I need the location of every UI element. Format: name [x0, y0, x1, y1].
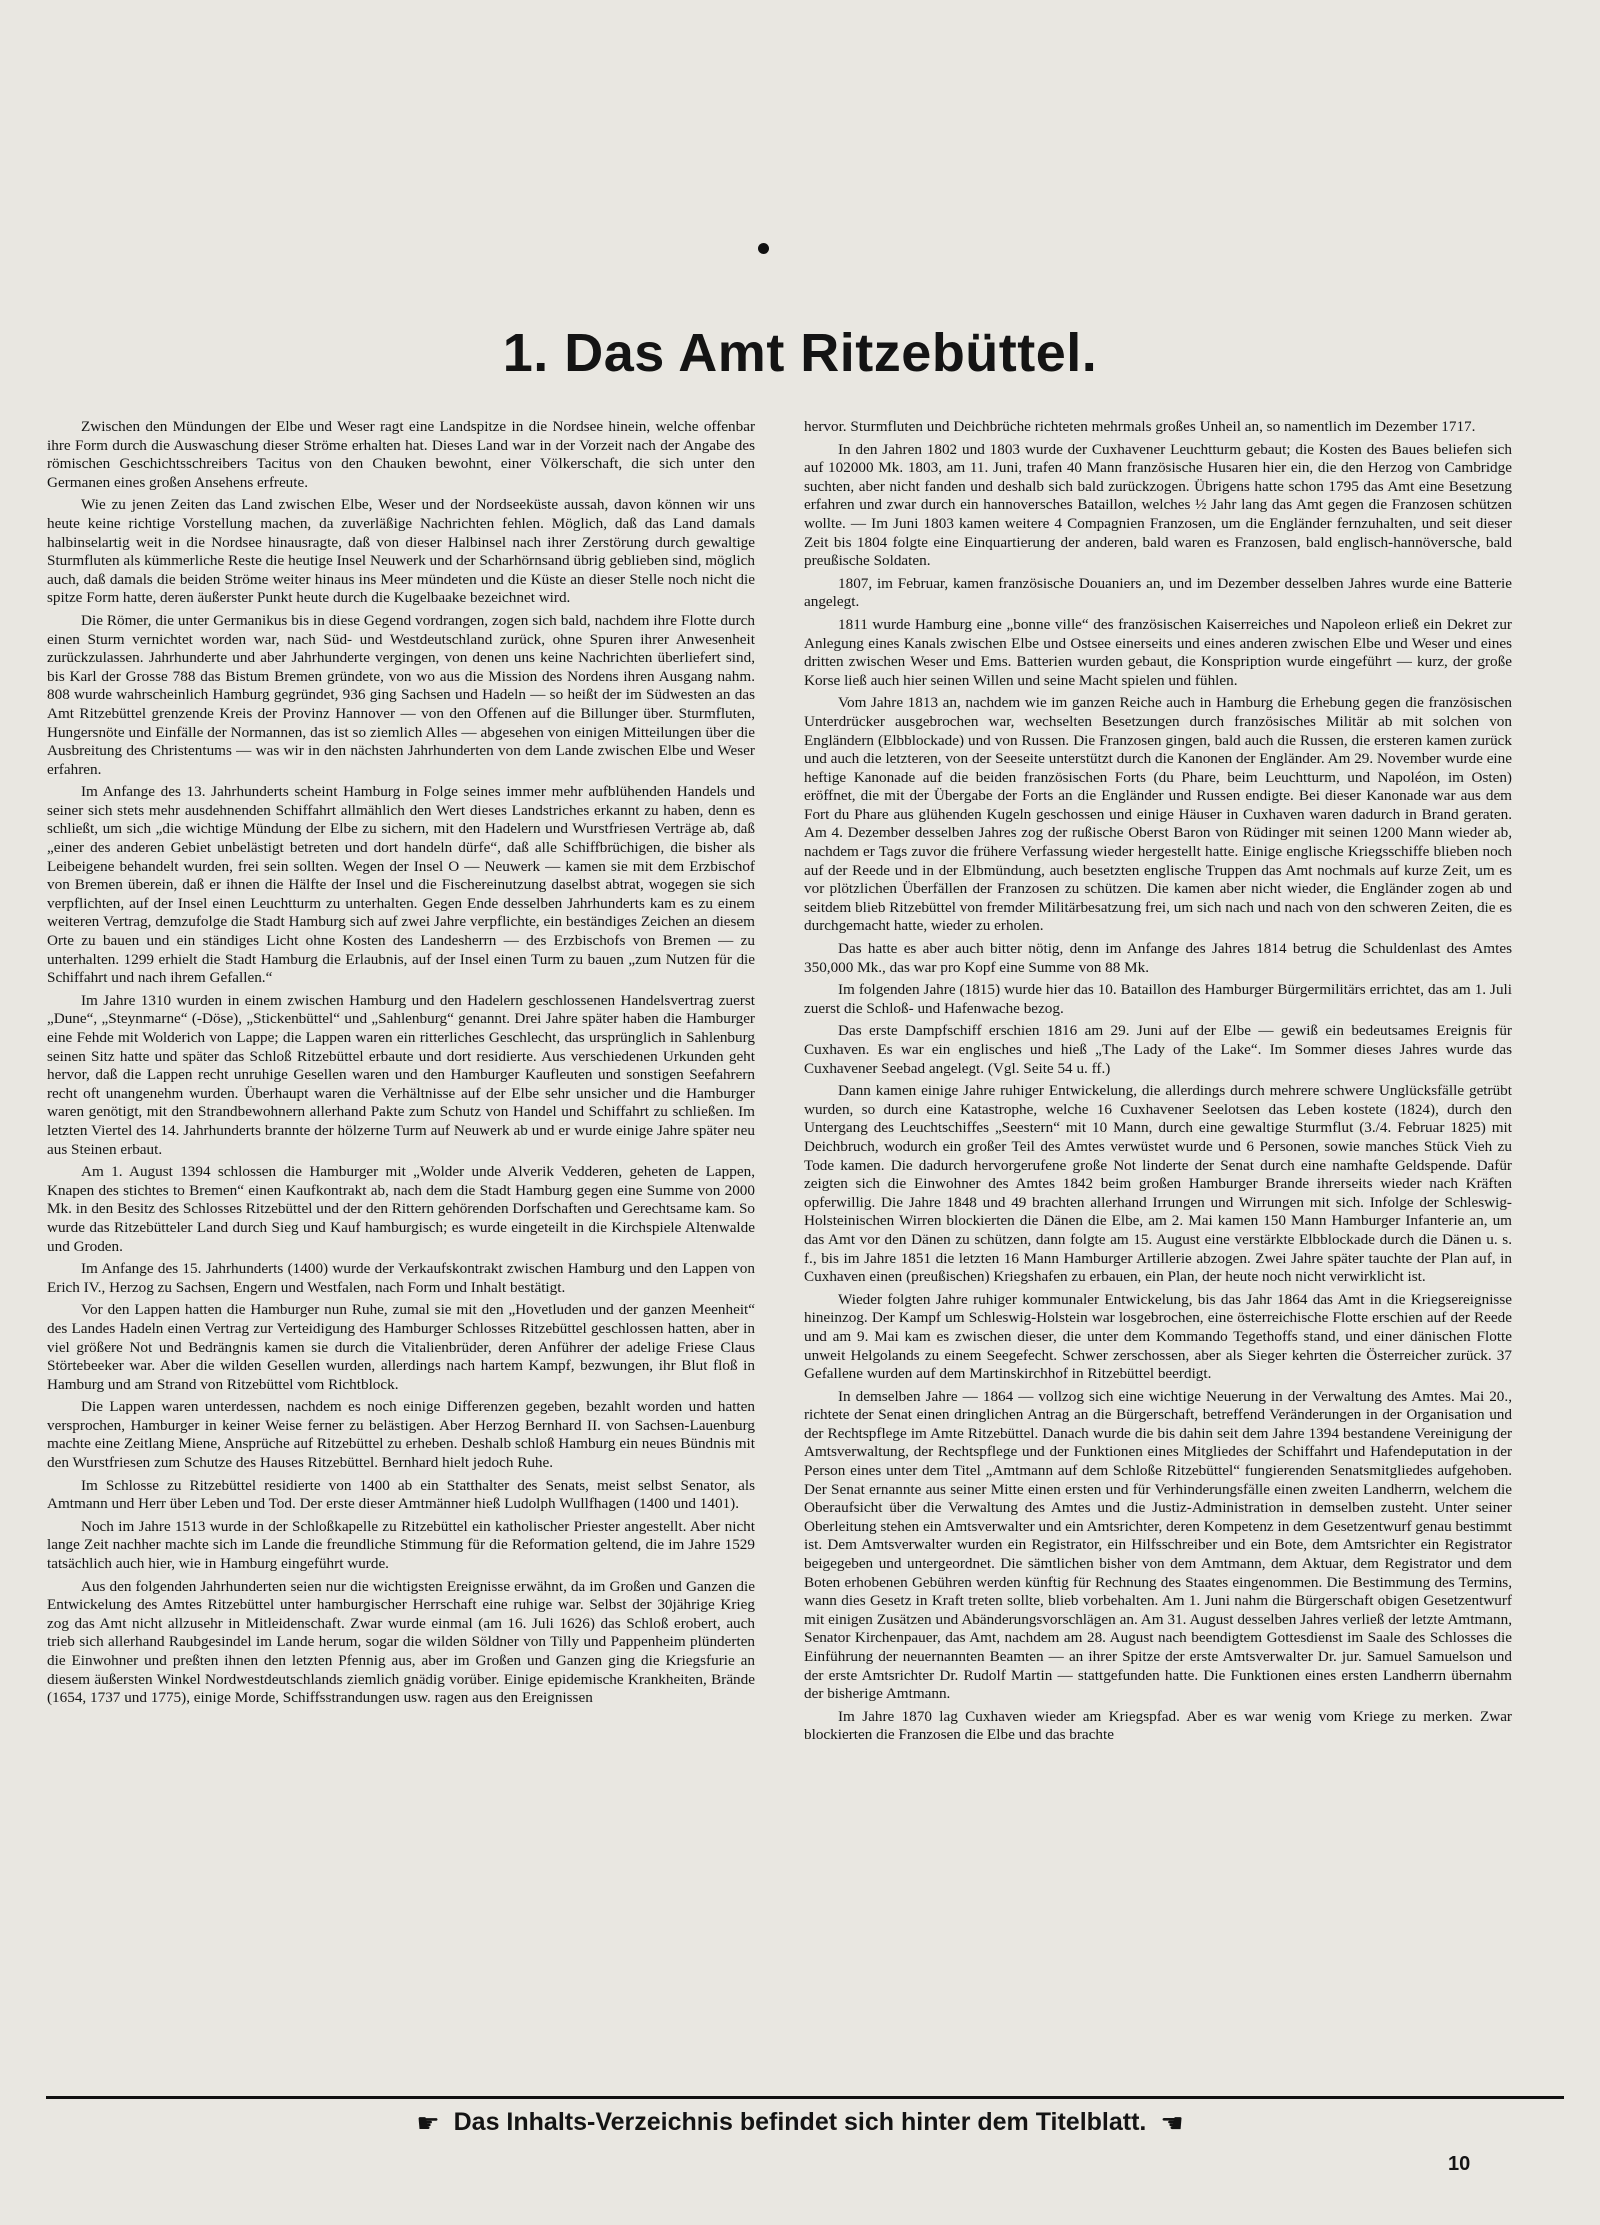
paragraph: Vom Jahre 1813 an, nachdem wie im ganzen Reiche auch in Hamburg die Erhebung gegen die französischen Unterdrücker ausgebrochen war, wechselten Besetzungen durch französisches Militär ab mit solchen von Engländern (Elbblockade) und von Russen. Die Franzosen gingen, bald auch die Russen, die ersteren kamen zurück und auch die letzteren, von der Seeseite unterstützt durch die Kanonen der Engländer. Am 29. November wurde eine heftige Kanonade auf die beiden französischen Forts (du Phare, beim Leuchtturm, und Napoléon, im Osten) eröffnet, die mit der Übergabe der Forts an die Engländer und Russen endigte. Bei dieser Kanonade war aus dem Fort du Phare aus glühenden Kugeln geschossen und einige Häuser in Cuxhaven waren dadurch in Brand geraten. Am 4. Dezember desselben Jahres zog der rußische Oberst Baron von Rüdinger mit seinen 1200 Mann wieder ab, nachdem er Tags zuvor die frühere Verfassung wieder hergestellt hatte. Einige englische Kriegsschiffe blieben noch auf der Reede und in der Elbmündung, auch besetzten englische Truppen das Amt nochmals auf kurze Zeit, um es vor plötzlichen Überfällen der Franzosen zu schützen. Die kamen aber nicht wieder, die Engländer zogen ab und seitdem blieb Ritzebüttel von fremder Militärbesatzung frei, um sich nach und nach von den schweren Zeiten, die es durchgemacht hatte, wieder zu erholen. — [804, 694, 1512, 935]
paragraph: Das hatte es aber auch bitter nötig, denn im Anfange des Jahres 1814 betrug die Schuldenlast des Amtes 350,000 Mk., das war pro Kopf eine Summe von 88 Mk. — [804, 940, 1512, 976]
footer-rule — [46, 2096, 1564, 2099]
paragraph: Im Jahre 1870 lag Cuxhaven wieder am Kriegspfad. Aber es war wenig vom Kriege zu merken. Zwar blockierten die Franzosen die Elbe und das brachte — [804, 1707, 1512, 1744]
paragraph: hervor. Sturmfluten und Deichbrüche richteten mehrmals großes Unheil an, so namentlich im Dezember 1717. — [804, 418, 1476, 435]
paragraph: Zwischen den Mündungen der Elbe und Weser ragt eine Landspitze in die Nordsee hinein, welche offenbar ihre Form durch die Auswaschung dieser Ströme erhalten hat. Dieses Land war in der Vorzeit nach der Angabe des römischen Geschichtsschreibers Tacitus von den Chauken bewohnt, einer Völkerschaft, die sich unter den Germanen eines großen Ansehens erfreute. — [47, 418, 755, 491]
paragraph: In demselben Jahre — 1864 — vollzog sich eine wichtige Neuerung in der Verwaltung des Amtes. Mai 20., richtete der Senat einen dringlichen Antrag an die Bürgerschaft, betreffend Veränderungen in der Organisation und der Rechtspflege im Amte Ritzebüttel. Danach wurde die bis dahin seit dem Jahre 1394 bestandene Vereinigung der Amtsverwaltung, der Rechtspflege und der Funktionen eines Mitgliedes der Schiffahrt und Hafendeputation in der Person eines unter dem Titel „Amtmann auf dem Schloße Ritzebüttel“ fungierenden Senatsmitgliedes aufgehoben. Der Senat ernannte aus seiner Mitte einen ersten und für Verhinderungsfälle einen zweiten Landherrn, welchem die Oberaufsicht über die Verwaltung des Amtes und die Justiz-Administration in demselben zusteht. Unter seiner Oberleitung stehen ein Amtsverwalter und ein Amtsrichter, deren Kompetenz in dem Gesetzentwurf genau bestimmt ist. Dem Amtsverwalter wurden ein Registrator, ein Hilfsschreiber und ein Bote, dem Amtsrichter ein Registrator beigegeben und untergeordnet. Die sämtlichen bisher von dem Amtmann, dem Aktuar, dem Registrator und dem Boten erhobenen Gebühren werden künftig für Rechnung des Staates eingenommen. Die Bestimmung des Termins, wann dies Gesetz in Kraft treten sollte, blieb vorbehalten. Am 1. Juni nahm die Bürgerschaft obigen Gesetzentwurf mit einigen Zusätzen und Abänderungsvorschlägen an. Am 31. August desselben Jahres verließ der letzte Amtmann, Senator Kirchenpauer, das Amt, nachdem am 28. August nach beendigtem Gottesdienst im Saale des Schlosses die Einführung der neuernannten Beamten — an ihrer Spitze der erste Amtsverwalter Dr. jur. Samuel Samuelson und der erste Amtsrichter Dr. Rudolf Martin — stattgefunden hatte. Die Funktionen eines ersten Landherrn übernahm der bisherige Amtmann. — [804, 1387, 1512, 1703]
paragraph: Wie zu jenen Zeiten das Land zwischen Elbe, Weser und der Nordseeküste aussah, davon können wir uns heute keine richtige Vorstellung machen, da zuverläßige Nachrichten fehlen. Möglich, daß das Land damals halbinselartig weit in die Nordsee hinausragte, daß von dieser Halbinsel nach ihrer Zerstörung durch gewaltige Sturmfluten als kümmerliche Reste die heutige Insel Neuwerk und der Scharhörnsand übrig geblieben sind, möglich auch, daß damals die beiden Ströme weiter hinaus ins Meer mündeten und die Küste an dieser Stelle noch nicht die spitze Form hatte, deren äußerster Punkt heute durch die Kugelbaake bezeichnet wird. — [47, 496, 755, 607]
paragraph: 1807, im Februar, kamen französische Douaniers an, und im Dezember desselben Jahres wurde eine Batterie angelegt. — [804, 574, 1512, 611]
paragraph: Noch im Jahre 1513 wurde in der Schloßkapelle zu Ritzebüttel ein katholischer Priester angestellt. Aber nicht lange Zeit nachher machte sich im Lande die freundliche Stimmung für die Reformation geltend, die im Jahre 1529 tatsächlich auch hier, wie in Hamburg eingeführt wurde. — [47, 1517, 755, 1573]
footer-notice-text: Das Inhalts-Verzeichnis befindet sich hinter dem Titelblatt. — [453, 2108, 1147, 2137]
left-column — [47, 418, 755, 1708]
paragraph: Wieder folgten Jahre ruhiger kommunaler Entwickelung, bis das Jahr 1864 das Amt in die Kriegsereignisse hineinzog. Der Kampf um Schleswig-Holstein war losgebrochen, eine österreichische Flotte erschien auf der Reede und am 9. Mai kam es zwischen dieser, die unter dem Kommando Tegethoffs stand, und einer dänischen Flotte unweit Helgolands zu einem Seegefecht. Schwer zerschossen, aber als Sieger kehrten die Österreicher zurück. 37 Gefallene wurden auf dem Martinskirchhof in Ritzebüttel beerdigt. — [804, 1290, 1512, 1383]
paragraph: Das erste Dampfschiff erschien 1816 am 29. Juni auf der Elbe — gewiß ein bedeutsames Ereignis für Cuxhaven. Es war ein englisches und hieß „The Lady of the Lake“. Im Sommer dieses Jahres wurde das Cuxhavener Seebad angelegt. (Vgl. Seite 54 u. ff.) — [804, 1022, 1512, 1077]
page-number: 10 — [1448, 2153, 1471, 2175]
pointing-hand-left-icon: ☚ — [1160, 2108, 1184, 2138]
paragraph: In den Jahren 1802 und 1803 wurde der Cuxhavener Leuchtturm gebaut; die Kosten des Baues beliefen sich auf 102000 Mk. 1803, am 11. Juni, trafen 40 Mann französische Husaren hier ein, die den Herzog von Cambridge suchten, aber nicht fanden und deshalb sich bald zurückzogen. Übrigens hatte schon 1795 das Amt eine Besetzung erfahren und zwar durch ein hannoversches Bataillon, welches ½ Jahr lang das Amt gegen die Franzosen schützen wollte. — Im Juni 1803 kamen weitere 4 Compagnien Franzosen, um die Engländer fernzuhalten, und seit dieser Zeit bis 1804 folgte eine Einquartierung der anderen, bald waren es Franzosen, bald englisch-hannöversche, bald preußische Soldaten. — [804, 440, 1512, 570]
paragraph: Im folgenden Jahre (1815) wurde hier das 10. Bataillon des Hamburger Bürgermilitärs errichtet, das am 1. Juli zuerst die Schloß- und Hafenwache bezog. — [804, 981, 1512, 1017]
right-column — [804, 418, 1512, 1745]
paragraph: 1811 wurde Hamburg eine „bonne ville“ des französischen Kaiserreiches und Napoleon erließ ein Dekret zur Anlegung eines Kanals zwischen Elbe und Ostsee einerseits und eines anderen zwischen Elbe und Weser und eines dritten zwischen Weser und Ems. Batterien wurden gebaut, die Konspription wurde eingeführt — kurz, der große Korse ließ auch hier seinen Willen und seine Macht spielen und fühlen. — [804, 615, 1512, 689]
page-title: 1. Das Amt Ritzebüttel. — [502, 323, 1098, 383]
paragraph: Vor den Lappen hatten die Hamburger nun Ruhe, zumal sie mit den „Hovetluden und der ganzen Meenheit“ des Landes Hadeln einen Vertrag zur Verteidigung des Hamburger Schlosses Ritzebüttel geschlossen hatten, aber in viel größere Not und Bedrängnis kamen sie durch die Vitalienbrüder, deren Anführer der adelige Friese Claus Störtebeeker war. Aber die wilden Gesellen wurden, allerdings nach hartem Kampf, bezwungen, ihr Blut floß in Hamburg und am Strand von Ritzebüttel vom Richtblock. — [47, 1301, 755, 1393]
paragraph: Am 1. August 1394 schlossen die Hamburger mit „Wolder unde Alverik Vedderen, geheten de Lappen, Knapen des stichtes to Bremen“ einen Kaufkontrakt ab, nach dem die Stadt Hamburg gegen eine Summe von 2000 Mk. in den Besitz des Schlosses Ritzebüttel und der den Rittern gehörenden Dorfschaften und Gerechtsame kam. So wurde das Ritzebütteler Land durch Sieg und Kauf hamburgisch; es wurde eingeteilt in die Kirchspiele Altenwalde und Groden. — [47, 1163, 755, 1255]
paragraph: Dann kamen einige Jahre ruhiger Entwickelung, die allerdings durch mehrere schwere Unglücksfälle getrübt wurden, so durch eine Katastrophe, welche 16 Cuxhavener Seelotsen das Leben kostete (1824), durch den Untergang des Leuchtschiffes „Seestern“ mit 10 Mann, durch eine gewaltige Sturmflut (3./4. Februar 1825) mit Deichbruch, wodurch ein großer Teil des Amtes verwüstet wurde und 6 Personen, sowie manches Stück Vieh zu Tode kamen. Die dadurch hervorgerufene große Not linderte der Senat durch eine namhafte Geldspende. Dafür zeigten sich die Einwohner des Amtes 1842 beim großen Hamburger Brande ihrerseits wieder nach Kräften opferwillig. Die Jahre 1848 und 49 brachten allerhand Irrungen und Wirrungen mit sich. Infolge der Schleswig-Holsteinischen Wirren blockierten die Dänen die Elbe, am 2. Mai kamen 150 Mann Hamburger Infanterie an, um das Amt vor den Dänen zu schützen, dann folgte am 15. August eine verstärkte Elbblockade durch die Dänen u. s. f., bis im Jahre 1851 die letzten 16 Mann Hamburger Artillerie abzogen. Zwei Jahre später tauchte der Plan auf, in Cuxhaven einen (preußischen) Kriegshafen zu erbauen, ein Plan, der heute noch nicht verwirklicht ist. — [804, 1082, 1512, 1286]
paragraph: Die Lappen waren unterdessen, nachdem es noch einige Differenzen gegeben, bezahlt worden und hatten versprochen, Hamburger in keiner Weise ferner zu belästigen. Aber Herzog Bernhard II. von Sachsen-Lauenburg machte eine Zeitlang Miene, Ansprüche auf Ritzebüttel zu erheben. Deshalb schloß Hamburg ein neues Bündnis mit den Wurstfriesen zum Schutze des Hauses Ritzebüttel. Bernhard hielt jedoch Ruhe. — [47, 1398, 755, 1472]
decorative-dot — [758, 243, 769, 254]
paragraph: Im Anfange des 13. Jahrhunderts scheint Hamburg in Folge seines immer mehr aufblühenden Handels und seiner sich stets mehr ausdehnenden Schiffahrt allmählich den Wert dieses Landstriches erkannt zu haben, denn es schließt, um sich „die wichtige Mündung der Elbe zu sichern, mit den Hadelern und Wurstfriesen Verträge ab, daß „einer des anderen Gebiet unbelästigt betreten und dort handeln dürfe“, daß alle Schiffbrüchigen, die bisher als Leibeigene behandelt wurden, frei sein sollten. Wegen der Insel O — Neuwerk — kamen sie mit dem Erzbischof von Bremen überein, daß er ihnen die Hälfte der Insel und die Fischereinutzung daselbst abtrat, wogegen sie sich verpflichten, auf der Insel einen Leuchtturm zu unterhalten. Gegen Ende desselben Jahrhunderts kam es zu einem weiteren Vertrag, demzufolge die Stadt Hamburg sich auf zwei Jahre verpflichte, ein beständiges Zeichen an diesem Orte zu bauen und ein ständiges Licht ohne Kosten des Landesherrn — des Erzbischofs von Bremen — zu unterhalten. 1299 erhielt die Stadt Hamburg die Erlaubnis, auf der Insel einen Turm zu bauen „zum Nutzen für die Schiffahrt und nach ihrem Gefallen.“ — [47, 783, 755, 987]
paragraph: Im Schlosse zu Ritzebüttel residierte von 1400 ab ein Statthalter des Senats, meist selbst Senator, als Amtmann und Herr über Leben und Tod. Der erste dieser Amtmänner hieß Ludolph Wullfhagen (1400 und 1401). — [47, 1476, 755, 1513]
paragraph: Aus den folgenden Jahrhunderten seien nur die wichtigsten Ereignisse erwähnt, da im Großen und Ganzen die Entwickelung des Amtes Ritzebüttel unter hamburgischer Herrschaft eine ruhige war. Selbst der 30jährige Krieg zog das Amt nicht allzusehr in Mitleidenschaft. Zwar wurde einmal (am 16. Juli 1626) das Schloß erobert, auch trieb sich allerhand Raubgesindel im Lande herum, sogar die wilden Söldner von Tilly und Pappenheim plünderten die Einwohner und preßten ihnen den letzten Pfennig aus, aber im Großen und Ganzen ging die Kriegsfurie an diesem äußersten Winkel Nordwestdeutschlands ziemlich gnädig vorüber. Einige epidemische Krankheiten, Brände (1654, 1737 und 1775), einige Morde, Schiffsstrandungen usw. ragen aus den Ereignissen — [47, 1577, 755, 1707]
paragraph: Im Anfange des 15. Jahrhunderts (1400) wurde der Verkaufskontrakt zwischen Hamburg und den Lappen von Erich IV., Herzog zu Sachsen, Engern und Westfalen, nach Form und Inhalt bestätigt. — [47, 1260, 755, 1296]
pointing-hand-right-icon: ☛ — [416, 2108, 440, 2138]
paragraph: Im Jahre 1310 wurden in einem zwischen Hamburg und den Hadelern geschlossenen Handelsvertrag zuerst „Dune“, „Steynmarne“ (-Döse), „Stickenbüttel“ und „Sahlenburg“ genannt. Drei Jahre später haben die Hamburger eine Fehde mit Wolderich von Lappe; die Lappen waren ein ritterliches Geschlecht, das ursprünglich in Sahlenburg seinen Sitz hatte und später das Schloß Ritzebüttel erbaute und dort residierte. Aus verschiedenen Urkunden geht hervor, daß die Lappen recht unruhige Gesellen waren und den Hamburger Kaufleuten und sonstigen Seefahrern recht oft unangenehm wurden. Überhaupt waren die Verhältnisse auf der Elbe sehr unsicher und die Hamburger waren genötigt, mit den Strandbewohnern allerhand Pakte zum Schutz von Handel und Schiffahrt zu schließen. Im letzten Viertel des 14. Jahrhunderts brannte der hölzerne Turm auf Neuwerk ab und er wurde einige Jahre später neu aus Steinen erbaut. — [47, 991, 755, 1158]
paragraph: Die Römer, die unter Germanikus bis in diese Gegend vordrangen, zogen sich bald, nachdem ihre Flotte durch einen Sturm vernichtet worden war, nach Süd- und Westdeutschland zurück, ohne Spuren ihrer Anwesenheit zurückzulassen. Jahrhunderte und aber Jahrhunderte vergingen, von denen uns keine Nachrichten überliefert sind, bis Karl der Grosse 788 das Bistum Bremen gründete, von wo aus die Mission des Nordens ihren Ausgang nahm. 808 wurde wahrscheinlich Hamburg gegründet, 936 ging Sachsen und Hadeln — so heißt der im Südwesten an das Amt Ritzebüttel grenzende Kreis der Provinz Hannover — von den Offenen auf die Billunger über. Sturmfluten, Hungersnöte und Einfälle der Normannen, das ist so ziemlich Alles — abgesehen von einigen Mitteilungen über die Ausbreitung des Christentums — was wir in den nächsten Jahrhunderten von dem Lande zwischen Elbe und Weser erfahren. — [47, 611, 755, 778]
footer-notice — [0, 2108, 1600, 2139]
